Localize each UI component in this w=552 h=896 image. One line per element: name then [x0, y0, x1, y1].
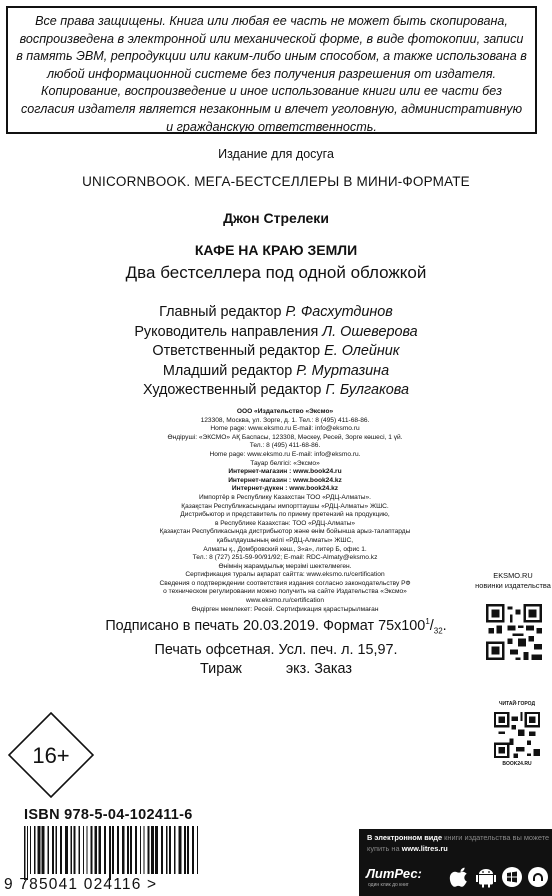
- eksmo-site-label: [474, 571, 552, 591]
- barcode-bar: [98, 826, 101, 874]
- credit-line: [0, 342, 552, 362]
- barcode-bar: [73, 826, 75, 874]
- qr-code-book24: [494, 712, 540, 758]
- litres-text-line1: [367, 833, 549, 842]
- print-signed-text: Подписано в печать 20.03.2019. Формат 75х100: [105, 617, 426, 634]
- barcode-bar: [117, 826, 119, 874]
- credit-line: [0, 381, 552, 401]
- barcode-bar: [30, 826, 31, 874]
- barcode-bar: [70, 826, 72, 874]
- litres-url: www.litres.ru: [401, 844, 448, 853]
- credit-name: Е. Олейник: [324, 343, 400, 360]
- barcode-bar: [161, 826, 163, 874]
- barcode-bar: [65, 826, 68, 874]
- windows-icon: [501, 866, 523, 888]
- publisher-line: Интернет-магазин : www.book24.ru: [228, 468, 342, 476]
- qr-top-label: ЧИТАЙ·ГОРОД: [498, 701, 536, 707]
- print-run-line: [0, 660, 552, 679]
- barcode-bar: [78, 826, 80, 874]
- edition-type: Издание для досуга: [218, 147, 334, 161]
- barcode-bar: [187, 826, 189, 874]
- barcode-bar: [27, 826, 28, 880]
- credit-line: [0, 323, 552, 343]
- publisher-line: о техническом регулировании можно получить на сайте Издательства «Эксмо»: [163, 588, 407, 596]
- publisher-line: Сертификация туралы ақпарат сайтта: www.eksmo.ru/certification: [185, 571, 385, 579]
- barcode-bar: [166, 826, 168, 874]
- isbn-barcode: [18, 826, 208, 880]
- barcode-bar: [135, 826, 137, 874]
- barcode-digits: 9 785041 024116 >: [4, 876, 158, 893]
- barcode-bar: [87, 826, 88, 874]
- barcode-bar: [184, 826, 186, 874]
- print-order-label: экз. Заказ: [285, 660, 352, 677]
- barcode-bar: [197, 826, 198, 874]
- publisher-info: [140, 408, 430, 614]
- book-subtitle: Два бестселлера под одной обложкой: [125, 263, 427, 282]
- publisher-line: Тауар белгісі: «Эксмо»: [250, 459, 320, 467]
- print-signed-suffix: .: [442, 617, 447, 634]
- barcode-bar: [192, 826, 194, 874]
- litres-text-line2: [367, 844, 448, 853]
- barcode-bar: [42, 826, 45, 874]
- publisher-line: Өнімнің жарамдылық мерзімі шектелмеген.: [218, 562, 352, 570]
- publisher-line: Өндіруші: «ЭКСМО» АҚ Баспасы, 123308, Мәскеу, Ресей, Зорге көшесі, 1 үй.: [167, 433, 403, 441]
- age-rating-text: 16+: [32, 743, 70, 768]
- publisher-line: Home page: www.eksmo.ru E-mail: info@eksmo.ru.: [209, 450, 361, 458]
- credit-role: Художественный редактор: [143, 382, 322, 399]
- barcode-bar: [174, 826, 176, 874]
- litres-tagline: один клик до книг: [368, 882, 409, 888]
- print-method-line: Печать офсетная. Усл. печ. л. 15,97.: [154, 641, 398, 658]
- barcode-bar: [169, 826, 171, 874]
- barcode-bar: [38, 826, 41, 874]
- eksmo-caption: новинки издательства: [475, 581, 551, 590]
- litres-text: купить на: [367, 844, 400, 853]
- publisher-line: Импортёр в Республику Казахстан ТОО «РДЦ-Алматы».: [199, 493, 371, 501]
- android-icon: [475, 866, 497, 888]
- publisher-line: в Республике Казахстан: ТОО «РДЦ-Алматы»: [214, 519, 356, 527]
- audio-icon: [527, 866, 549, 888]
- barcode-bar: [83, 826, 84, 874]
- format-fraction-denominator: 32: [433, 626, 443, 636]
- credit-name: Р. Муртазина: [296, 362, 390, 379]
- barcode-bar: [55, 826, 57, 874]
- publisher-line: Өндірген мемлекет: Ресей. Сертификация қарастырылмаған: [191, 605, 379, 613]
- publisher-line: Дистрибьютор и представитель по приему претензий на продукцию,: [180, 511, 390, 519]
- barcode-bar: [143, 826, 144, 874]
- litres-text: книги издательства вы можете: [444, 833, 550, 842]
- author-name: Джон Стрелеки: [223, 210, 329, 226]
- editorial-credits: [0, 303, 552, 401]
- barcode-bar: [34, 826, 36, 874]
- age-rating-badge: [8, 712, 94, 798]
- barcode-bar: [140, 826, 141, 874]
- litres-emphasis: В электронном виде: [367, 833, 443, 842]
- credit-role: Младший редактор: [162, 362, 293, 379]
- publisher-line: Тел.: 8 (495) 411-68-86.: [249, 442, 321, 450]
- print-info: [0, 612, 552, 679]
- publisher-line: Қазақстан Республикасындағы импорттаушы «РДЦ-Алматы» ЖШС.: [181, 502, 389, 510]
- barcode-bar: [179, 826, 182, 874]
- barcode-bar: [52, 826, 54, 874]
- publisher-line: Home page: www.eksmo.ru E-mail: info@eksmo.ru: [210, 425, 360, 433]
- print-signed-line: Подписано в печать 20.03.2019. Формат $75х100^1/_{32}$.: [105, 617, 447, 636]
- barcode-bar: [91, 826, 93, 874]
- credit-role: Главный редактор: [159, 304, 282, 320]
- barcode-bar: [151, 826, 154, 874]
- barcode-bar: [60, 826, 62, 874]
- barcode-bar: [112, 826, 114, 874]
- copyright-notice: Все права защищены. Книга или любая ее часть не может быть скопирована, воспроизведена в электронной или механической форме, в виде фотокопии, записи в память ЭВМ, репродукции или каким-либо иным способом, а также использована в любой информационной системе без получения разрешения от издателя. Копирование, воспроизведение и иное использование книги или ее части без согласия издателя является незаконным и влечет уголовную, административную и гражданскую ответственность.: [6, 6, 537, 134]
- print-run-label: Тираж: [200, 660, 242, 677]
- barcode-bar: [155, 826, 158, 874]
- publisher-line: www.eksmo.ru/certification: [245, 597, 325, 605]
- barcode-bar: [122, 826, 125, 874]
- publisher-line: Интернет-магазин : www.book24.kz: [228, 476, 342, 484]
- credit-line: [0, 303, 552, 323]
- eksmo-site: EKSMO.RU: [493, 571, 533, 580]
- publisher-line: ООО «Издательство «Эксмо»: [236, 408, 334, 415]
- series-name: UNICORNBOOK. МЕГА-БЕСТСЕЛЛЕРЫ В МИНИ-ФОРМАТЕ: [82, 174, 470, 189]
- barcode-bar: [94, 826, 97, 874]
- qr-bottom-label: BOOK24.RU: [502, 761, 532, 767]
- litres-banner: [359, 829, 552, 896]
- publisher-line: Сведения о подтверждении соответствия издания согласно законодательству РФ: [159, 579, 411, 587]
- credit-role: Ответственный редактор: [152, 343, 321, 360]
- barcode-bar: [24, 826, 25, 880]
- credit-name: Г. Булгакова: [325, 382, 409, 399]
- barcode-bar: [127, 826, 129, 874]
- litres-logo: ЛитРес:: [366, 866, 422, 881]
- apple-icon: [449, 866, 471, 888]
- publisher-line: Тел.: 8 (727) 251-59-90/91/92; E-mail: RDC-Almaty@eksmo.kz: [192, 554, 378, 562]
- credit-role: Руководитель направления: [134, 323, 319, 340]
- credit-line: [0, 362, 552, 382]
- book-title: КАФЕ НА КРАЮ ЗЕМЛИ: [194, 242, 358, 258]
- barcode-bar: [130, 826, 132, 874]
- publisher-line: Қазақстан Республикасында дистрибьютор және өнім бойынша арыз-талаптарды: [159, 528, 411, 536]
- format-fraction-numerator: 1: [425, 617, 430, 626]
- isbn: ISBN 978-5-04-102411-6: [24, 807, 193, 823]
- barcode-bar: [147, 826, 149, 874]
- barcode-bar: [47, 826, 49, 874]
- barcode-bar: [104, 826, 106, 874]
- barcode-bar: [109, 826, 111, 880]
- publisher-line: 123308, Москва, ул. Зорге, д. 1. Тел.: 8 (495) 411-68-86.: [200, 416, 370, 424]
- publisher-line: қабылдаушының өкілі «РДЦ-Алматы» ЖШС,: [216, 536, 354, 544]
- credit-name: Р. Фасхутдинов: [285, 304, 393, 320]
- publisher-line: Алматы қ., Домбровский көш., 3«а», литер Б, офис 1.: [203, 545, 367, 553]
- qr-code-eksmo: [486, 604, 542, 660]
- credit-name: Л. Ошеверова: [322, 323, 418, 340]
- publisher-line: Интернет-дүкен : www.book24.kz: [231, 485, 339, 493]
